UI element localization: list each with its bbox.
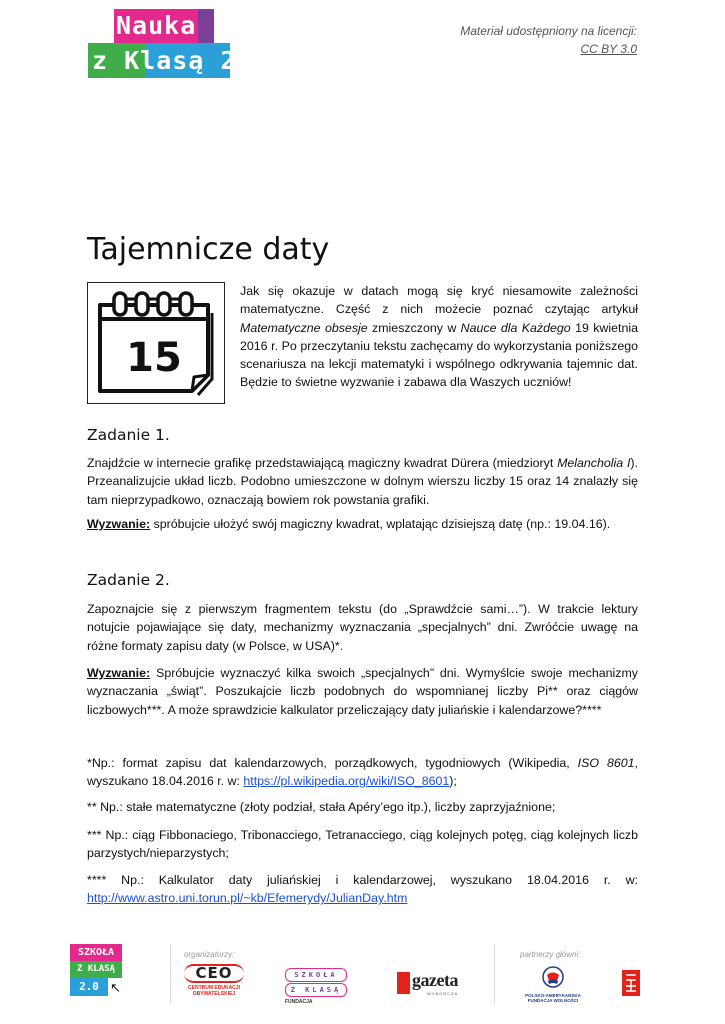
task1-challenge (87, 515, 638, 533)
pafw-line2: FUNDACJA WOLNOŚCI (527, 998, 579, 1003)
footnote-1-text-b: , wyszukano 18.04.2016 r. w: (87, 756, 638, 789)
task2-heading: Zadanie 2. (87, 571, 170, 589)
intro-text-2: zmieszczony w (367, 320, 461, 335)
task1-text-2: ). Przeanalizujcie układ liczb. Podobno umieszczone w dolnym wierszu liczby 15 oraz 14 znalazły się tam nieprzypadkowo, oznaczają bowiem rok powstania grafiki. (87, 456, 638, 507)
calendar-drawing (88, 283, 224, 403)
magazine-title: Nauce dla Każdego (460, 320, 571, 335)
task1-paragraph (87, 454, 638, 509)
article-title: Matematyczne obsesje (240, 320, 368, 335)
task2-paragraph: Zapoznajcie się z pierwszym fragmentem tekstu (do „Sprawdźcie sami…”). W trakcie lektury notujcie pojawiające się daty, mechanizmy wyznaczania „specjalnych” dni. Zwróćcie uwagę na różne formaty zapisu daty (w Polsce, w USA)*. (87, 602, 638, 653)
ceo-logo-line2: CENTRUM EDUKACJI (188, 985, 240, 991)
task2-challenge-text: Spróbujcie wyznaczyć kilka swoich „specjalnych” dni. Wymyślcie swoje mechanizmy wyznaczania „świąt”. Poszukajcie liczb podobnych do wspomnianej liczby Pi** oraz ciągów liczbowych***. A może sprawdzicie kalkulator przeliczający daty juliańskie i kalendarzowe?**** (87, 666, 638, 717)
ceo-logo-line3: OBYWATELSKIEJ (192, 991, 236, 997)
szkola-logo-line1: SZKOŁA (70, 944, 122, 961)
fundacja-logo-line2: Z KLASĄ (285, 983, 347, 997)
footnote-2: ** Np.: stałe matematyczne (złoty podział, stała Apéry’ego itp.), liczby zaprzyjaźnione; (87, 800, 556, 814)
footnote-1 (87, 754, 638, 791)
organizers-label: organizatorzy: (184, 950, 235, 959)
gazeta-logo-text: gazeta (412, 970, 458, 990)
pafw-emblem-icon (542, 966, 564, 988)
task1-text-1: Znajdźcie w internecie grafikę przedstawiającą magiczny kwadrat Dürera (miedzioryt (87, 456, 558, 470)
pafw-line1: POLSKO-AMERYKAŃSKA (525, 993, 581, 998)
license-line1: Materiał udostępniony na licencji: (460, 24, 637, 38)
julian-day-link[interactable]: http://www.astro.uni.torun.pl/~kb/Efemerydy/JulianDay.htm (87, 891, 408, 906)
ceo-logo (184, 964, 244, 1004)
ceo-logo-mark: CEO (184, 964, 244, 983)
footnote-4-text: **** Np.: Kalkulator daty juliańskiej i kalendarzowej, wyszukano 18.04.2016 r. w: (87, 873, 638, 887)
footnote-1-text-a: *Np.: format zapisu dat kalendarzowych, porządkowych, tygodniowych (Wikipedia, (87, 756, 578, 770)
license-note (460, 22, 637, 58)
footnote-1-text-c: ); (449, 774, 457, 789)
task2-challenge (87, 664, 638, 719)
fundacja-label: FUNDACJA (285, 999, 313, 1005)
footnote-3: *** Np.: ciąg Fibbonaciego, Tribonacciego, Tetranacciego, ciąg kolejnych potęg, ciąg kolejnych liczb parzystych/nieparzystych; (87, 828, 638, 861)
emblem-pattern (622, 970, 640, 996)
szkola-logo-line2: Z KLASĄ (70, 961, 122, 978)
partners-label: partnerzy główni: (520, 950, 581, 959)
logo-line2: z Klasą 2.0 (92, 46, 269, 75)
logo-line1: Nauka (116, 11, 197, 40)
szkola-logo (70, 944, 122, 996)
partner-red-emblem-icon (622, 970, 640, 996)
footer-divider-2 (494, 944, 495, 1004)
logo-block-purple (198, 9, 214, 43)
intro-text-1: Jak się okazuje w datach mogą się kryć niesamowite zależności matematyczne. Część z nich możecie poznać czytając artykuł (240, 284, 638, 317)
gazeta-logo-mark (397, 972, 410, 994)
fundacja-logo-line1: SZKOŁA (285, 968, 347, 982)
page-title: Tajemnicze daty (87, 232, 330, 267)
footnote-1-iso: ISO 8601 (577, 756, 635, 770)
footnote-4 (87, 871, 638, 908)
fundacja-logo (285, 968, 355, 1004)
license-link[interactable]: CC BY 3.0 (580, 42, 637, 56)
calendar-day: 15 (126, 335, 182, 381)
task1-work-title: Melancholia I (557, 456, 631, 470)
task2-challenge-label: Wyzwanie: (87, 666, 151, 680)
gazeta-logo (397, 970, 457, 998)
gazeta-logo-sub: WYBORCZA (427, 991, 459, 996)
szkola-logo-line3: 2.0 (70, 978, 108, 996)
pafw-logo (523, 966, 583, 1002)
task1-challenge-text: spróbujcie ułożyć swój magiczny kwadrat, wplatając dzisiejszą datę (np.: 19.04.16). (150, 517, 611, 531)
cursor-icon: ↖ (110, 980, 121, 995)
task1-heading: Zadanie 1. (87, 426, 170, 444)
intro-text-3: 19 kwietnia 2016 r. Po przeczytaniu tekstu zachęcamy do wykorzystania poniższego scenariusza na lekcji matematyki i wspólnego odkrywania tajemnic dat. Będzie to świetne wyzwanie i zabawa dla Waszych uczniów! (240, 320, 638, 390)
wikipedia-link[interactable]: https://pl.wikipedia.org/wiki/ISO_8601 (243, 774, 450, 789)
task1-challenge-label: Wyzwanie: (87, 517, 151, 531)
footer-divider-1 (170, 944, 171, 1004)
intro-paragraph (240, 282, 638, 392)
calendar-icon (87, 282, 225, 404)
